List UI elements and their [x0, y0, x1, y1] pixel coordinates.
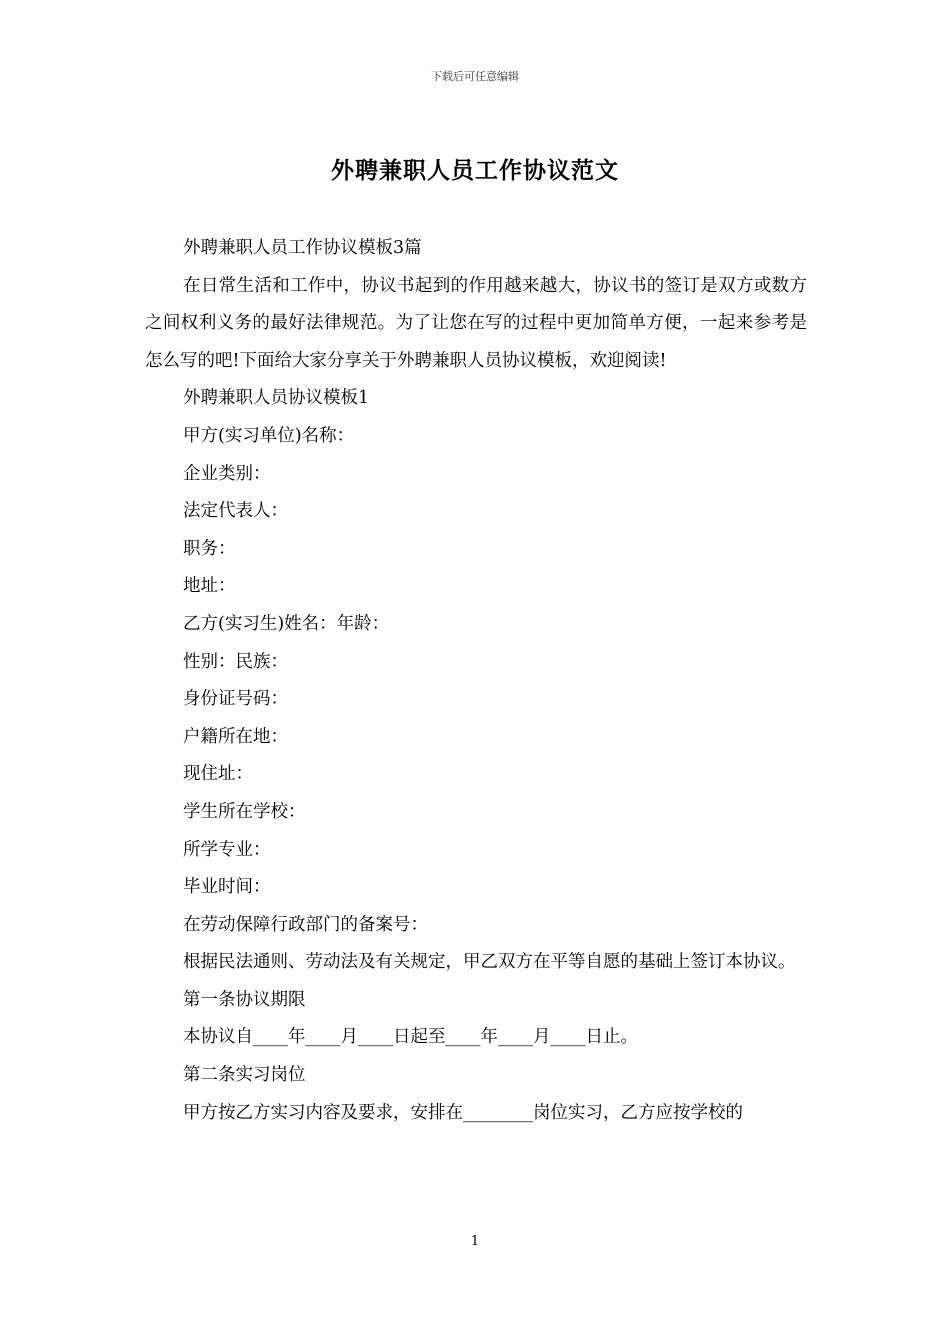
- page-number: 1: [470, 1234, 480, 1249]
- article-one-heading: 第一条协议期限: [183, 989, 306, 1010]
- section-heading: 外聘兼职人员协议模板1: [183, 388, 370, 409]
- form-field-household-registration: 户籍所在地：: [183, 726, 288, 747]
- form-field-address: 地址：: [183, 576, 236, 597]
- document-title: 外聘兼职人员工作协议范文: [331, 157, 619, 184]
- subtitle-paragraph: 外聘兼职人员工作协议模板3篇: [183, 238, 422, 258]
- article-two-text: 甲方按乙方实习内容及要求，安排在________岗位实习，乙方应按学校的: [183, 1102, 743, 1123]
- header-note: 下载后可任意编辑: [431, 70, 519, 83]
- form-field-major: 所学专业：: [183, 839, 271, 860]
- document-body: [145, 230, 807, 1132]
- form-field-position: 职务：: [183, 538, 236, 559]
- form-field-current-address: 现住址：: [183, 764, 253, 785]
- form-field-enterprise-type: 企业类别：: [183, 463, 271, 484]
- intro-paragraph: 在日常生活和工作中，协议书起到的作用越来越大，协议书的签订是双方或数方之间权利义务的最好法律规范。为了让您在写的过程中更加简单方便，一起来参考是怎么写的吧!下面给大家分享关于外聘兼职人员协议模板，欢迎阅读!: [145, 275, 807, 371]
- article-two-heading: 第二条实习岗位: [183, 1065, 306, 1086]
- form-field-id-number: 身份证号码：: [183, 689, 288, 710]
- form-field-party-b-name: 乙方(实习生)姓名：年龄：: [183, 613, 390, 634]
- form-field-party-a-name: 甲方(实习单位)名称：: [183, 425, 355, 446]
- form-field-gender: 性别：民族：: [183, 651, 288, 672]
- form-field-filing-number: 在劳动保障行政部门的备案号：: [183, 914, 428, 935]
- form-field-graduation-time: 毕业时间：: [183, 877, 271, 898]
- form-field-legal-representative: 法定代表人：: [183, 501, 288, 522]
- agreement-basis-paragraph: 根据民法通则、劳动法及有关规定，甲乙双方在平等自愿的基础上签订本协议。: [183, 952, 796, 973]
- article-one-text: 本协议自____年____月____日起至____年____月____日止。: [183, 1027, 638, 1048]
- form-field-school: 学生所在学校：: [183, 801, 306, 822]
